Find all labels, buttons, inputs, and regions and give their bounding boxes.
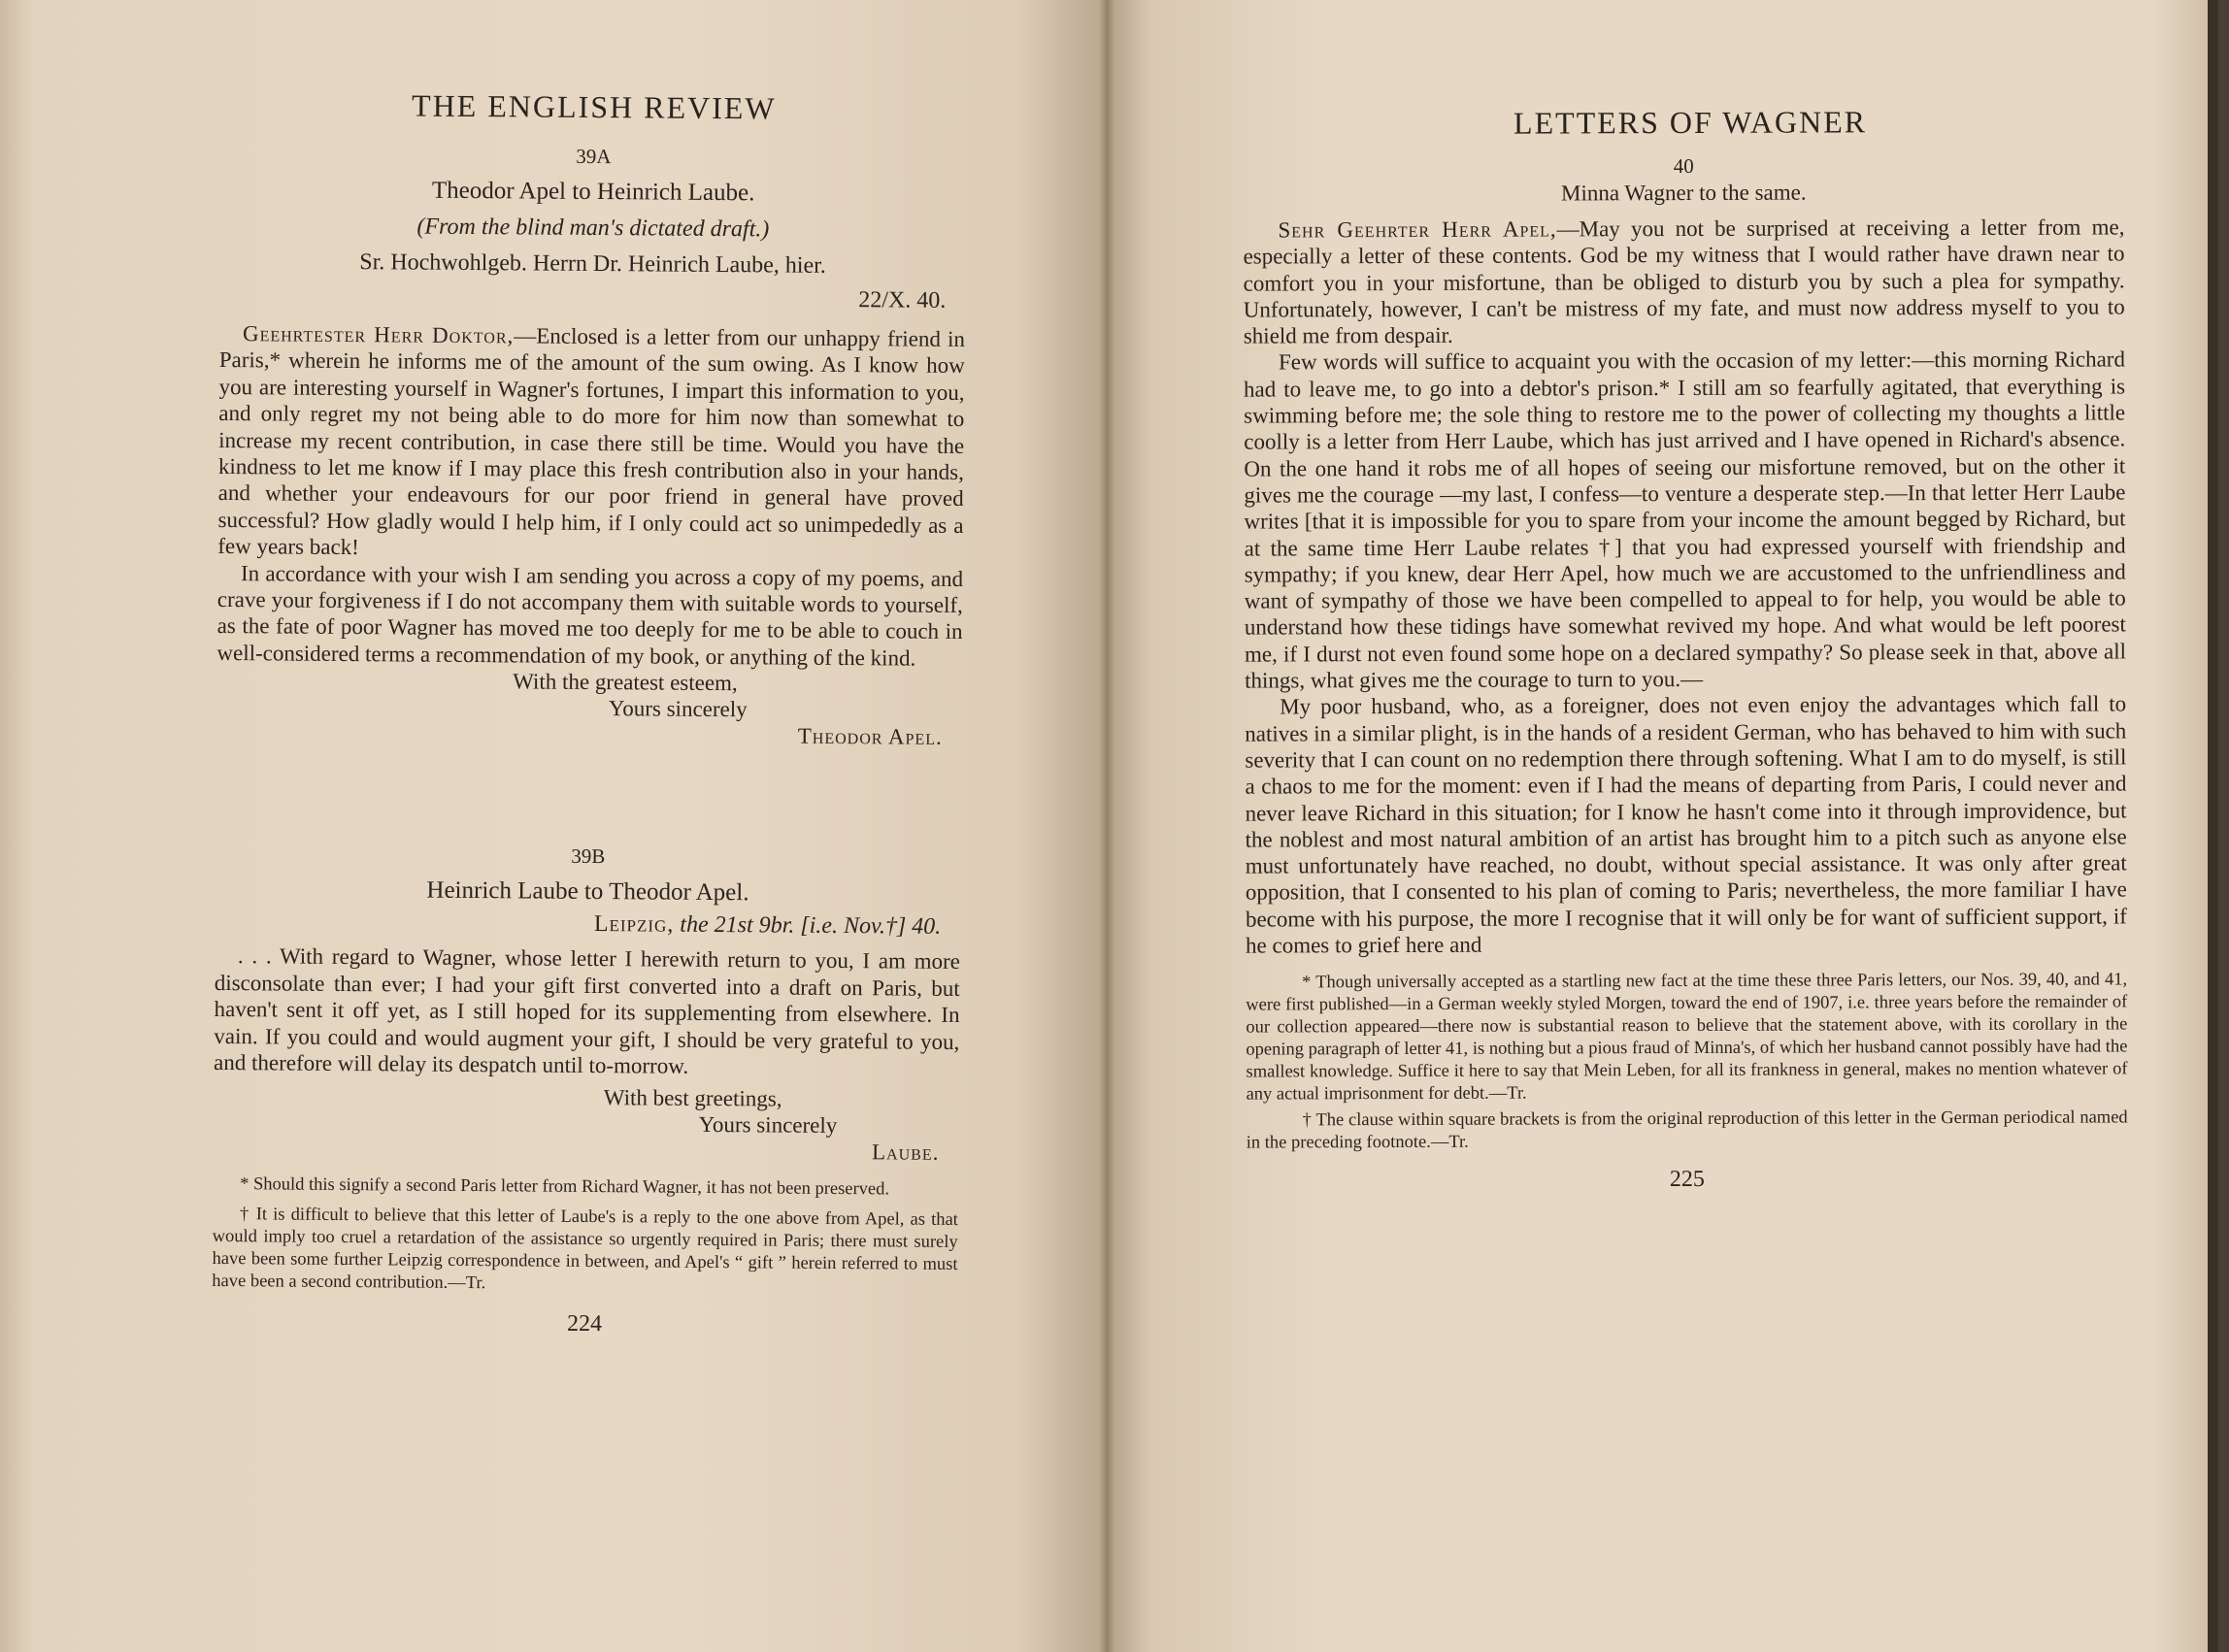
book-edge	[2208, 0, 2218, 1652]
letter-heading: Heinrich Laube to Theodor Apel.	[426, 876, 749, 907]
letter-number: 40	[1673, 153, 1694, 179]
letter-number: 39B	[571, 844, 606, 869]
letter-heading: Minna Wagner to the same.	[1560, 180, 1807, 206]
footnote: † It is difficult to believe that this letter of Laube's is a reply to the one above from Apel, as that would imply too cruel a retardation of the assistance so urgently required in Paris; there must surely have been some further Leipzig correspondence in between, and Apel's “ gift ” herein referred to must have been a second contribution.—Tr.	[212, 1205, 958, 1294]
letter-paragraph: My poor husband, who, as a foreigner, does not even enjoy the advantages which fall to natives in a similar plight, is in the hands of a resident German, who has behaved to him with such severity that I can count on no redemption there through softening. What I am to do myself, is still a chaos to me for the moment: even if I had the means of departing from Paris, I could never and never leave Richard in this situation; for I know he hasn't come into it through improvidence, but the noblest and most natural ambition of an artist has brought him to a pitch such as anyone else must unfortunately have reached, no doubt, without special assistance. It was only after great opposition, that I consented to his plan of coming to Paris; nevertheless, the more familiar I have become with his purpose, the more I recognise that it will only be for want of sufficient support, if he comes to grief here and	[1245, 691, 2127, 958]
page-number: 224	[566, 1311, 603, 1338]
letter-paragraph: Sehr Geehrter Herr Apel,—May you not be surprised at receiving a letter from me, especially a letter of these contents. God be my witness that I would rather have drawn near to comfort you in your misfortune, than be obliged to disturb you by such a plea for sympathy. Unfortunately, however, I can't be mistress of my fate, and must now address myself to you to shield me from despair.	[1243, 215, 2125, 348]
closing-line: With the greatest esteem,	[513, 669, 738, 696]
letter-place: Leipzig,	[593, 911, 675, 938]
book-gutter	[1099, 0, 1114, 1652]
closing-line: Yours sincerely	[608, 696, 748, 722]
letter-paragraph: Few words will suffice to acquaint you with the occasion of my letter:—this morning Richard had to leave me, to go into a debtor's prison.* I still am so fearfully agitated, that everything is swimming before me; the sole thing to restore me to the power of collecting my thoughts a little coolly is a letter from Herr Laube, which has just arrived and I have opened in Richard's absence. On the one hand it robs me of all hopes of seeing our misfortune removed, but on the other it gives me the courage —my last, I confess—to venture a desperate step.—In that letter Herr Laube writes [that it is impossible for you to spare from your income the amount begged by Richard, but at the same time Herr Laube relates †] that you had expressed yourself with friendship and sympathy; if you knew, dear Herr Apel, how much we are accustomed to the unfriendliness and want of sympathy of those we have been compelled to appeal to for help, you would be able to understand how these tidings have somewhat revived my hope. And what would be left poorest me, if I durst not even found some hope on a declared sympathy? So please seek in that, above all things, what gives me the courage to turn to you.—	[1243, 347, 2127, 693]
salutation: Geehrtester Herr Doktor,	[242, 321, 515, 348]
letter-date-text: the 21st 9br. [i.e. Nov.†] 40.	[680, 912, 942, 941]
footnote: † The clause within square brackets is from the original reproduction of this letter in the German periodical named in the preceding footnote.—Tr.	[1246, 1107, 2128, 1153]
salutation: Sehr Geehrter Herr Apel,	[1278, 216, 1557, 243]
running-head: LETTERS OF WAGNER	[1513, 104, 1868, 141]
footnote: * Should this signify a second Paris letter from Richard Wagner, it has not been preserved.	[240, 1174, 890, 1200]
footnote: * Though universally accepted as a startling new fact at the time these three Paris letters, our Nos. 39, 40, and 41, were first published—in a German weekly styled Morgen, toward the end of 1907, i.e. three years before the remainder of our collection appeared—there now is substantial reason to believe that the statement above, with its corollary in the opening paragraph of letter 41, is nothing but a pious fraud of Minna's, of which her husband cannot possibly have had the smallest knowledge. Suffice it here to say that Mein Leben, for all its frankness in general, makes no mention whatever of any actual imprisonment for debt.—Tr.	[1246, 970, 2128, 1105]
letter-paragraph: Geehrtester Herr Doktor,—Enclosed is a letter from our unhappy friend in Paris,* wherein he informs me of the amount of the sum owing. As I know how you are interesting yourself in Wagner's fortunes, I impart this information to you, and only regret my not being able to do more for him now than somewhat to increase my recent contribution, in case there still be time. Would you have the kindness to let me know if I may place this fresh contribution also in your hands, and whether your endeavours for our poor friend in general have proved successful? How gladly would I help him, if I only could act so unimpededly as a few years back!	[217, 321, 966, 560]
closing-line: Yours sincerely	[698, 1112, 838, 1139]
letter-paragraph: . . . With regard to Wagner, whose letter I herewith return to you, I am more disconsolate than ever; I had your gift first converted into a draft on Paris, but haven't sent it off yet, as I still hoped for its supplementing from elsewhere. In vain. If you could and would augment your gift, I should be very grateful to you, and therefore will delay its despatch until to-morrow.	[214, 943, 961, 1078]
letter-paragraph: In accordance with your wish I am sending you across a copy of my poems, and crave your forgiveness if I do not accompany them with suitable words to yourself, as the fate of poor Wagner has moved me too deeply for me to be able to couch in well-considered terms a recommendation of my book, or anything of the kind.	[216, 560, 964, 671]
letter-date: 22/X. 40.	[858, 287, 947, 314]
running-head: THE ENGLISH REVIEW	[411, 87, 777, 126]
closing-line: With best greetings,	[603, 1085, 782, 1111]
left-page-column	[212, 86, 967, 1340]
left-page	[0, 0, 1107, 1652]
signature: Theodor Apel.	[797, 723, 943, 750]
letter-number: 39A	[576, 144, 612, 169]
page-number: 225	[1669, 1167, 1705, 1193]
letter-heading: Theodor Apel to Heinrich Laube.	[431, 177, 755, 207]
right-page	[1107, 0, 2218, 1652]
signature: Laube.	[871, 1140, 940, 1166]
right-page-column	[1243, 103, 2128, 1194]
letter-subheading: (From the blind man's dictated draft.)	[416, 214, 770, 243]
letter-address: Sr. Hochwohlgeb. Herrn Dr. Heinrich Laube, hier.	[359, 249, 826, 279]
